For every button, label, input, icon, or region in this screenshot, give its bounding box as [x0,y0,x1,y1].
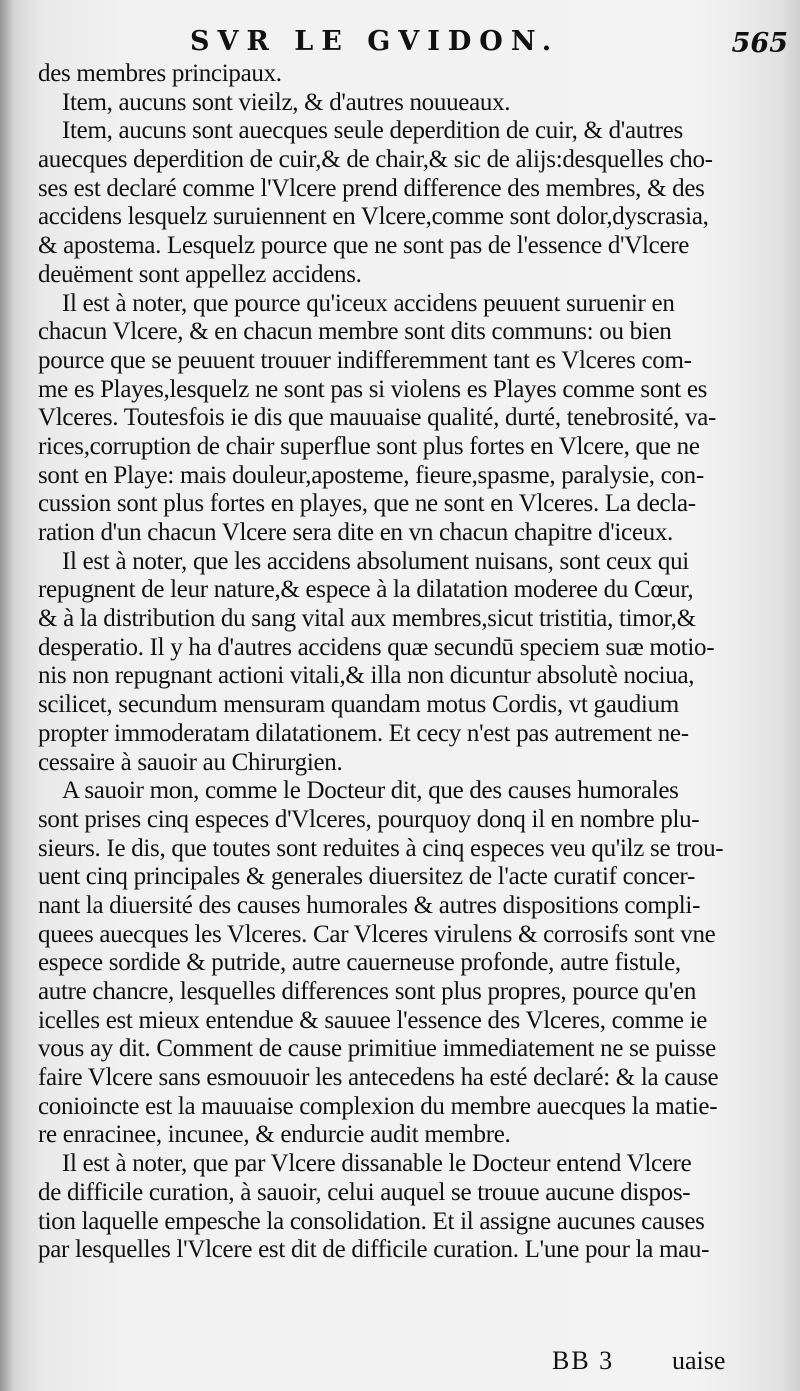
text-line: icelles est mieux entendue & sauuee l'essence des Vlceres, comme ie [38,1006,708,1034]
text-line: faire Vlcere sans esmouuoir les antecedens ha esté declaré: & la cause [38,1064,719,1092]
page-header [0,18,800,58]
text-line: auecques deperdition de cuir,& de chair,& sic de alijs:desquelles cho- [38,146,713,174]
text-line: Il est à noter, que par Vlcere dissanable le Docteur entend Vlcere [62,1150,692,1178]
text-line: tion laquelle empesche la consolidation. Et il assigne aucunes causes [38,1207,705,1235]
text-line: re enracinee, incunee, & endurcie audit membre. [38,1121,511,1149]
text-line: conioincte est la mauuaise complexion du membre auecques la matie- [38,1092,718,1120]
text-line: deuëment sont appellez accidens. [38,260,362,288]
body-text [38,60,790,1265]
text-line: & apostema. Lesquelz pource que ne sont pas de l'essence d'Vlcere [38,232,690,260]
text-line: me es Playes,lesquelz ne sont pas si violens es Playes comme sont es [38,375,708,403]
page-number: 565 [731,28,788,59]
signature-mark: BB 3 [552,1346,615,1375]
text-line: par lesquelles l'Vlcere est dit de difficile curation. L'une pour la mau- [38,1236,710,1264]
running-title: SVR LE GVIDON. [190,26,560,57]
text-line: desperatio. Il y ha d'autres accidens quæ secundū speciem suæ motio- [38,633,715,661]
text-line: Il est à noter, que pource qu'iceux accidens peuuent suruenir en [62,289,675,317]
text-line: A sauoir mon, comme le Docteur dit, que des causes humorales [62,777,679,805]
text-line: chacun Vlcere, & en chacun membre sont dits communs: ou bien [38,318,672,346]
text-line: nis non repugnant actioni vitali,& illa non dicuntur absolutè nociua, [38,662,695,690]
text-line: des membres principaux. [38,60,282,87]
page-footer [0,1346,800,1386]
text-line: ses est declaré comme l'Vlcere prend difference des membres, & des [38,174,705,202]
text-line: Vlceres. Toutesfois ie dis que mauuaise qualité, durté, tenebrosité, va- [38,404,717,432]
text-line: rices,corruption de chair superflue sont plus fortes en Vlcere, que ne [38,432,700,460]
text-line: repugnent de leur nature,& espece à la dilatation moderee du Cœur, [38,576,694,604]
catchword: uaise [672,1346,726,1375]
text-line: autre chancre, lesquelles differences sont plus propres, pource qu'en [38,978,697,1005]
text-line: de difficile curation, à sauoir, celui auquel se trouue aucune dispos- [38,1178,691,1206]
text-line: ration d'un chacun Vlcere sera dite en vn chacun chapitre d'iceux. [38,519,673,546]
text-line: accidens lesquelz suruiennent en Vlcere,comme sont dolor,dyscrasia, [38,203,709,231]
text-line: Il est à noter, que les accidens absolument nuisans, sont ceux qui [62,547,689,575]
text-line: uent cinq principales & generales diuersitez de l'acte curatif concer- [38,863,695,891]
text-line: vous ay dit. Comment de cause primitiue immediatement ne se puisse [38,1035,716,1063]
text-line: sieurs. Ie dis, que toutes sont reduites à cinq especes veu qu'ilz se trou- [38,834,724,862]
text-line: Item, aucuns sont auecques seule deperdition de cuir, & d'autres [62,117,683,145]
text-line: scilicet, secundum mensuram quandam motus Cordis, vt gaudium [38,691,679,719]
text-line: cessaire à sauoir au Chirurgien. [38,748,343,776]
text-line: quees auecques les Vlceres. Car Vlceres virulens & corrosifs sont vne [38,920,716,948]
text-line: & à la distribution du sang vital aux membres,sicut tristitia, timor,& [38,605,696,633]
spine-shadow [0,0,14,1391]
text-line: propter immoderatam dilatationem. Et cecy n'est pas autrement ne- [38,719,689,747]
text-line: sont prises cinq especes d'Vlceres, pourquoy donq il en nombre plu- [38,805,700,833]
text-line: pource que se peuuent trouuer indifferemment tant es Vlceres com- [38,346,692,374]
text-line: espece sordide & putride, autre cauerneuse profonde, autre fistule, [38,949,681,977]
text-line: sont en Playe: mais douleur,aposteme, fieure,spasme, paralysie, con- [38,461,704,489]
text-line: Item, aucuns sont vieilz, & d'autres nouueaux. [62,88,511,116]
text-line: cussion sont plus fortes en playes, que ne sont en Vlceres. La decla- [38,490,696,518]
text-line: nant la diuersité des causes humorales & autres dispositions compli- [38,891,701,919]
